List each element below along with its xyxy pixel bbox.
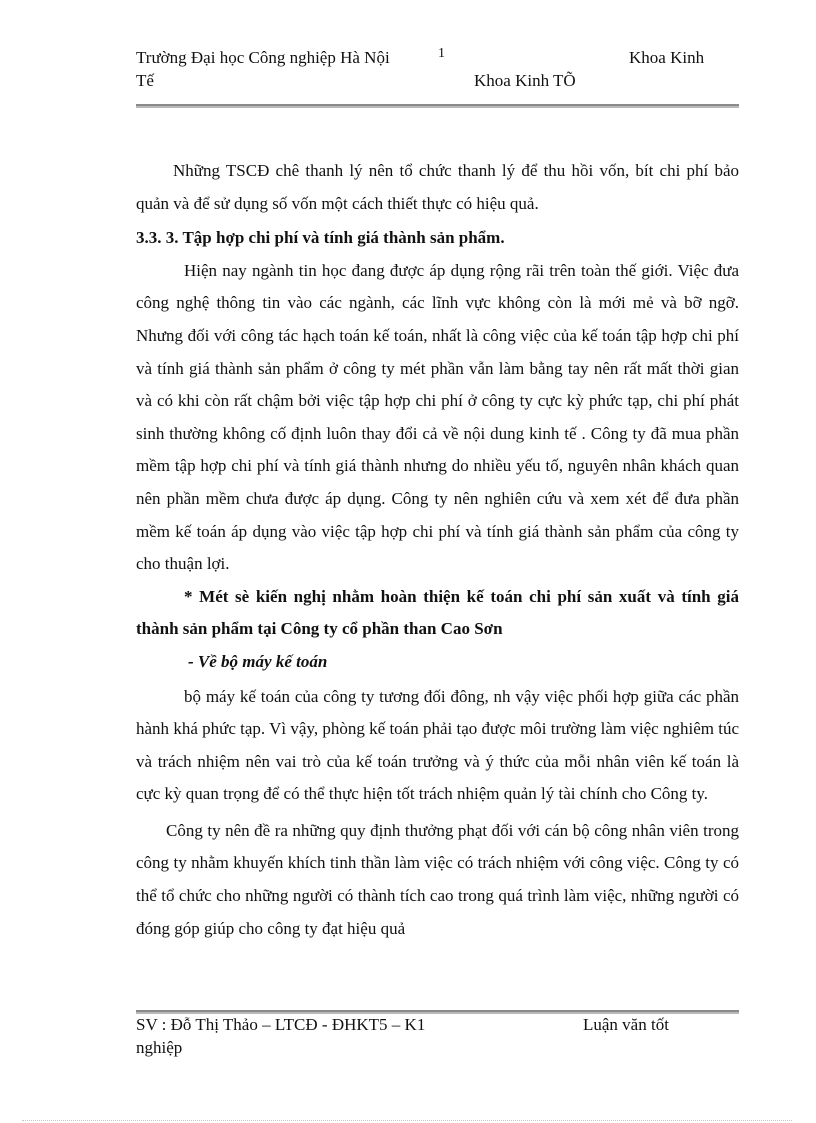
page-body bbox=[136, 155, 739, 945]
header-school-name: Trường Đại học Công nghiệp Hà Nội bbox=[136, 48, 390, 67]
section-heading: 3.3. 3. Tập hợp chi phí và tính giá thành sản phẩm. bbox=[136, 228, 505, 248]
footer-thesis-label-continued: nghiệp bbox=[136, 1038, 183, 1057]
header-page-number: 1 bbox=[438, 46, 445, 61]
page-header bbox=[136, 48, 739, 94]
header-department-continued: Tế bbox=[136, 71, 154, 90]
header-department-right: Khoa Kinh bbox=[629, 48, 705, 67]
footer-thesis-label: Luận văn tốt bbox=[583, 1015, 669, 1034]
paragraph-it-application: Hiện nay ngành tin học đang được áp dụng rộng rãi trên toàn thế giới. Việc đưa công nghệ thông tin vào các ngành, các lĩnh vực không còn là mới mẻ và bỡ ngỡ. Nhưng đối với công tác hạch toán kế toán, nhất là công việc của kế toán tập hợp chi phí và tính giá thành sản phẩm ở công ty mét phần vẫn làm bằng tay nên rất mất thời gian và có khi còn rất chậm bởi việc tập hợp chi phí ở công ty cực kỳ phức tạp, chi phí phát sinh thường không cố định luôn thay đổi cả về nội dung kinh tế . Công ty đã mua phần mềm tập hợp chi phí và tính giá thành nhưng do nhiều yếu tố, nguyên nhân khách quan nên phần mềm chưa được áp dụng. Công ty nên nghiên cứu và xem xét để đưa phần mềm kế toán áp dụng vào việc tập hợp chi phí và tính giá thành sản phẩm của công ty cho thuận lợi. bbox=[136, 260, 739, 574]
header-divider bbox=[136, 104, 739, 108]
subsection-accounting-apparatus: - Về bộ máy kế toán bbox=[188, 651, 328, 671]
recommendations-title: * Mét sè kiến nghị nhằm hoàn thiện kế toán chi phí sản xuất và tính giá thành sản phẩm tại Công ty cổ phần than Cao Sơn bbox=[136, 586, 739, 639]
paragraph-asset-liquidation: Những TSCĐ chê thanh lý nên tổ chức thanh lý để thu hồi vốn, bít chi phí bảo quản và để sử dụng số vốn một cách thiết thực có hiệu quả. bbox=[136, 161, 739, 213]
footer-divider bbox=[136, 1010, 739, 1014]
footer-student-info: SV : Đỗ Thị Thảo – LTCĐ - ĐHKT5 – K1 bbox=[136, 1015, 426, 1034]
paragraph-reward-policy: Công ty nên đề ra những quy định thưởng phạt đối với cán bộ công nhân viên trong công ty nhằm khuyến khích tinh thần làm việc có trách nhiệm với công việc. Công ty có thể tổ chức cho những người có thành tích cao trong quá trình làm việc, những người có đóng góp giúp cho công ty đạt hiệu quả bbox=[136, 820, 739, 938]
page-bottom-border bbox=[22, 1120, 792, 1121]
paragraph-accounting-apparatus: bộ máy kế toán của công ty tương đối đông, nh vậy việc phối hợp giữa các phần hành khá phức tạp. Vì vậy, phòng kế toán phải tạo được môi trường làm việc nghiêm túc và trách nhiệm nên vai trò của kế toán trưởng và ý thức của mỗi nhân viên kế toán là cực kỳ quan trọng để có thể thực hiện tốt trách nhiệm quản lý tài chính cho Công ty. bbox=[136, 686, 739, 804]
header-department-center: Khoa Kinh TÕ bbox=[474, 71, 576, 90]
